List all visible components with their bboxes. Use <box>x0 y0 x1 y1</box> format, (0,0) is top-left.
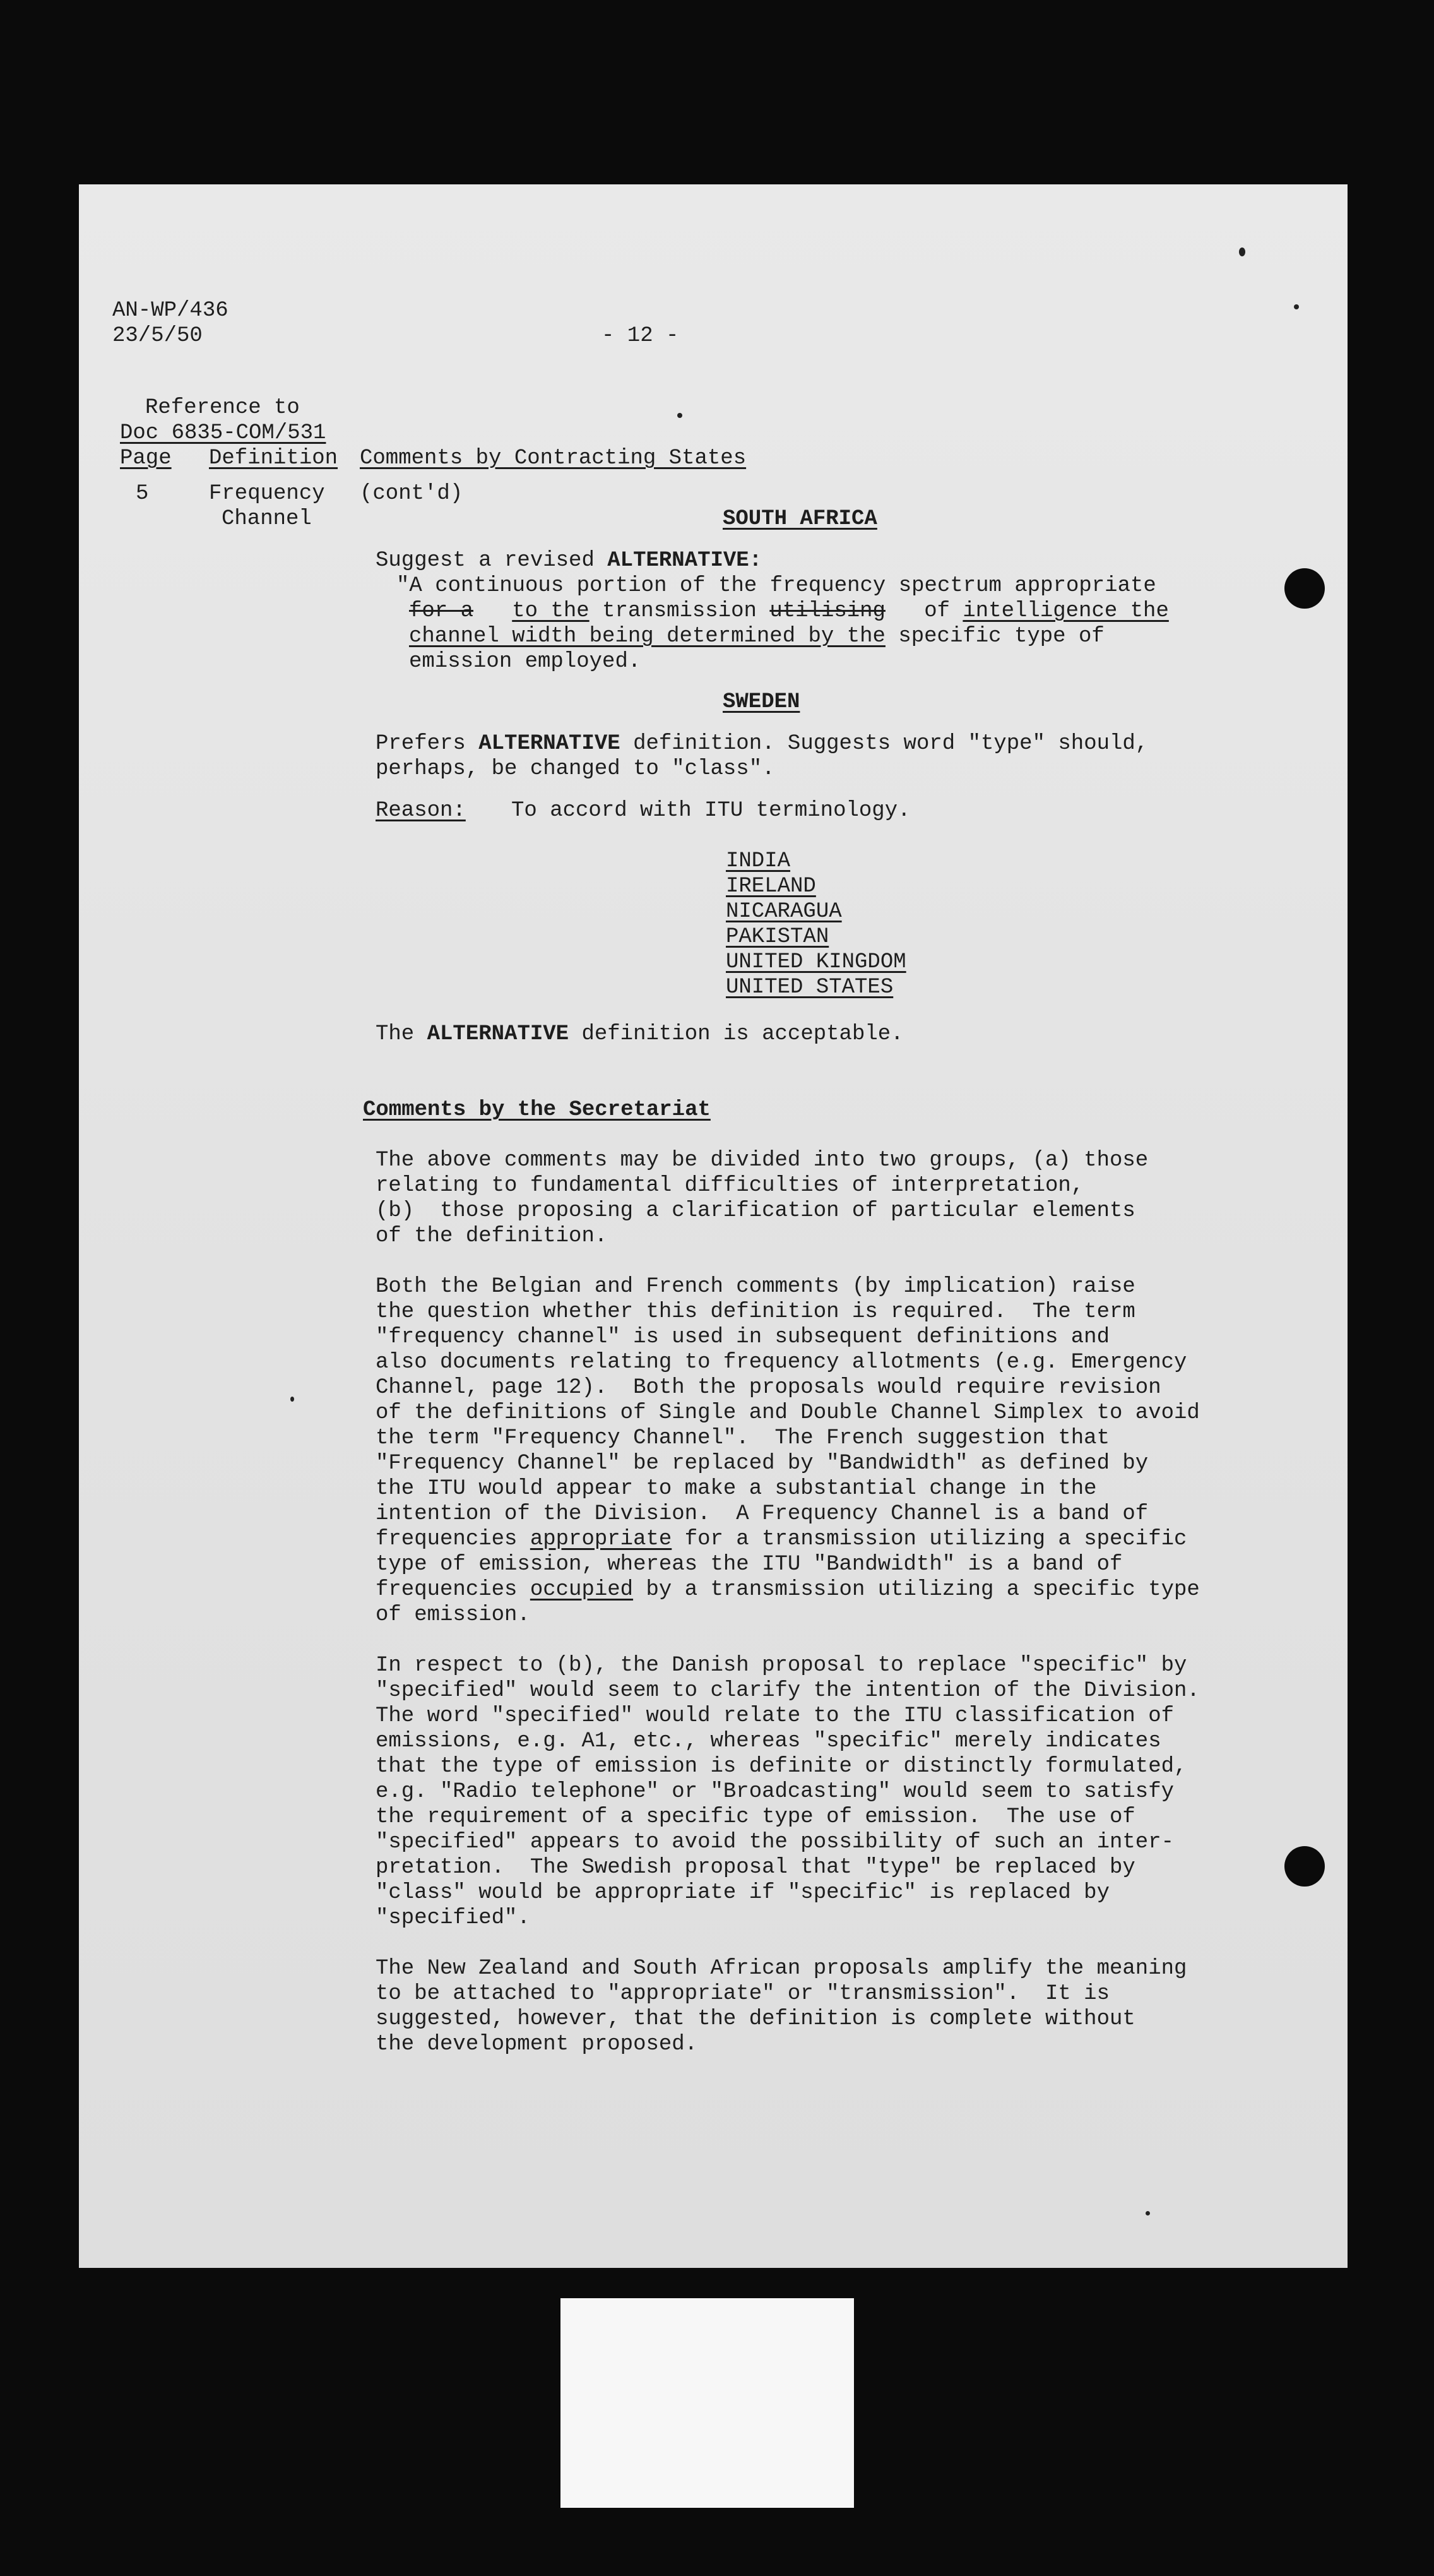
paragraph-line: of emission. <box>376 1603 530 1627</box>
inserted-text: channel width being determined by the <box>409 624 886 648</box>
line-text: frequencies <box>376 1527 518 1551</box>
line-text: of <box>924 599 950 623</box>
paragraph-line <box>376 1577 1200 1602</box>
punch-hole-top <box>1284 568 1325 609</box>
definition-term-line2: Channel <box>222 507 312 531</box>
paragraph-line: pretation. The Swedish proposal that "type" be replaced by <box>376 1856 1135 1880</box>
struck-text: utilising <box>769 599 886 623</box>
paragraph-line: also documents relating to frequency allotments (e.g. Emergency <box>376 1351 1187 1374</box>
paragraph-line: Both the Belgian and French comments (by implication) raise <box>376 1275 1135 1299</box>
line-text: The <box>376 1022 415 1046</box>
paper-mark <box>1146 2211 1150 2215</box>
paragraph-line: of the definitions of Single and Double Channel Simplex to avoid <box>376 1401 1200 1425</box>
paragraph-line: (b) those proposing a clarification of particular elements <box>376 1199 1135 1223</box>
suggest-keyword: ALTERNATIVE: <box>607 549 762 573</box>
secretariat-paragraph-2 <box>376 1274 1200 1628</box>
paragraph-line: intention of the Division. A Frequency Channel is a band of <box>376 1502 1149 1526</box>
state-name: IRELAND <box>726 874 816 898</box>
paragraph-line: to be attached to "appropriate" or "transmission". It is <box>376 1982 1110 2006</box>
reason-label: Reason: <box>376 799 466 823</box>
keyword: ALTERNATIVE <box>478 732 620 756</box>
acceptable-statement <box>376 1022 904 1047</box>
secretariat-paragraph-4 <box>376 1956 1187 2057</box>
underlined-word: occupied <box>530 1578 634 1602</box>
south-africa-line4: emission employed. <box>409 650 641 674</box>
document-id: AN-WP/436 <box>112 299 228 323</box>
paper-mark <box>1294 304 1299 309</box>
continued-label: (cont'd) <box>360 482 463 506</box>
paragraph-line: relating to fundamental difficulties of interpretation, <box>376 1174 1084 1198</box>
line-text: for a transmission utilizing a specific <box>684 1527 1187 1551</box>
state-name: NICARAGUA <box>726 900 842 924</box>
column-header-page: Page <box>120 446 172 470</box>
state-name: INDIA <box>726 849 791 873</box>
paper-mark <box>677 413 682 418</box>
paragraph-line: Channel, page 12). Both the proposals would require revision <box>376 1376 1161 1400</box>
column-header-comments: Comments by Contracting States <box>360 446 747 470</box>
reference-doc: Doc 6835-COM/531 <box>120 421 326 445</box>
paragraph-line: "specified" would seem to clarify the intention of the Division. <box>376 1679 1200 1703</box>
state-name: PAKISTAN <box>726 925 829 949</box>
paragraph-line: the ITU would appear to make a substantial change in the <box>376 1477 1097 1501</box>
line-text: transmission <box>602 599 757 623</box>
paragraph-line: the question whether this definition is required. The term <box>376 1300 1135 1324</box>
underlined-word: appropriate <box>530 1527 672 1551</box>
paragraph-line: "frequency channel" is used in subsequent definitions and <box>376 1325 1110 1349</box>
keyword: ALTERNATIVE <box>427 1022 569 1046</box>
struck-text: for a <box>409 599 474 623</box>
paragraph-line: suggested, however, that the definition is complete without <box>376 2007 1135 2031</box>
line-text: definition. Suggests word "type" should, <box>633 732 1149 756</box>
paragraph-line: "class" would be appropriate if "specific" is replaced by <box>376 1881 1110 1905</box>
line-text: by a transmission utilizing a specific type <box>646 1578 1200 1602</box>
paragraph-line: "specified". <box>376 1906 530 1930</box>
south-africa-suggest <box>376 548 762 573</box>
south-africa-line1: "A continuous portion of the frequency spectrum appropriate <box>396 574 1156 598</box>
secretariat-paragraph-3 <box>376 1653 1200 1931</box>
line-text: specific type of <box>898 624 1105 648</box>
document-page <box>79 184 1348 2268</box>
column-header-definition: Definition <box>209 446 338 470</box>
reference-label: Reference to <box>145 396 300 420</box>
paragraph-line: of the definition. <box>376 1224 608 1248</box>
paragraph-line: "Frequency Channel" be replaced by "Bandwidth" as defined by <box>376 1452 1149 1476</box>
paragraph-line: e.g. "Radio telephone" or "Broadcasting" would seem to satisfy <box>376 1780 1175 1804</box>
south-africa-line2 <box>409 599 1169 624</box>
paper-mark <box>290 1397 294 1402</box>
paragraph-line: type of emission, whereas the ITU "Bandwidth" is a band of <box>376 1553 1123 1577</box>
paragraph-line: In respect to (b), the Danish proposal to replace "specific" by <box>376 1654 1187 1678</box>
south-africa-line3 <box>409 624 1105 649</box>
reason-text: To accord with ITU terminology. <box>511 799 911 823</box>
secretariat-heading: Comments by the Secretariat <box>363 1098 711 1122</box>
paper-mark <box>1239 247 1245 256</box>
line-text: frequencies <box>376 1578 518 1602</box>
page-number: - 12 - <box>601 324 679 348</box>
state-name: UNITED KINGDOM <box>726 950 906 974</box>
definition-term-line1: Frequency <box>209 482 325 506</box>
state-name: UNITED STATES <box>726 975 894 999</box>
paragraph-line: emissions, e.g. A1, etc., whereas "specific" merely indicates <box>376 1729 1161 1753</box>
paragraph-line: The New Zealand and South African proposals amplify the meaning <box>376 1957 1187 1981</box>
sweden-line1 <box>376 731 1148 756</box>
blank-card <box>560 2298 854 2508</box>
document-date: 23/5/50 <box>112 324 203 348</box>
paragraph-line: the development proposed. <box>376 2032 698 2056</box>
sweden-heading: SWEDEN <box>723 690 800 714</box>
paragraph-line: The word "specified" would relate to the ITU classification of <box>376 1704 1175 1728</box>
line-text: definition is acceptable. <box>581 1022 904 1046</box>
paragraph-line: the requirement of a specific type of emission. The use of <box>376 1805 1135 1829</box>
paragraph-line: "specified" appears to avoid the possibility of such an inter- <box>376 1830 1175 1854</box>
inserted-text: to the <box>512 599 590 623</box>
paragraph-line <box>376 1527 1200 1552</box>
south-africa-heading: SOUTH AFRICA <box>723 507 877 531</box>
paragraph-line: The above comments may be divided into two groups, (a) those <box>376 1148 1149 1172</box>
secretariat-paragraph-1 <box>376 1148 1148 1249</box>
page-value: 5 <box>136 482 149 506</box>
sweden-line2: perhaps, be changed to "class". <box>376 757 775 781</box>
suggest-prefix: Suggest a revised <box>376 549 595 573</box>
inserted-text: intelligence the <box>963 599 1169 623</box>
punch-hole-bottom <box>1284 1846 1325 1887</box>
paragraph-line: that the type of emission is definite or distinctly formulated, <box>376 1755 1187 1779</box>
paragraph-line: the term "Frequency Channel". The French suggestion that <box>376 1426 1110 1450</box>
line-text: Prefers <box>376 732 466 756</box>
